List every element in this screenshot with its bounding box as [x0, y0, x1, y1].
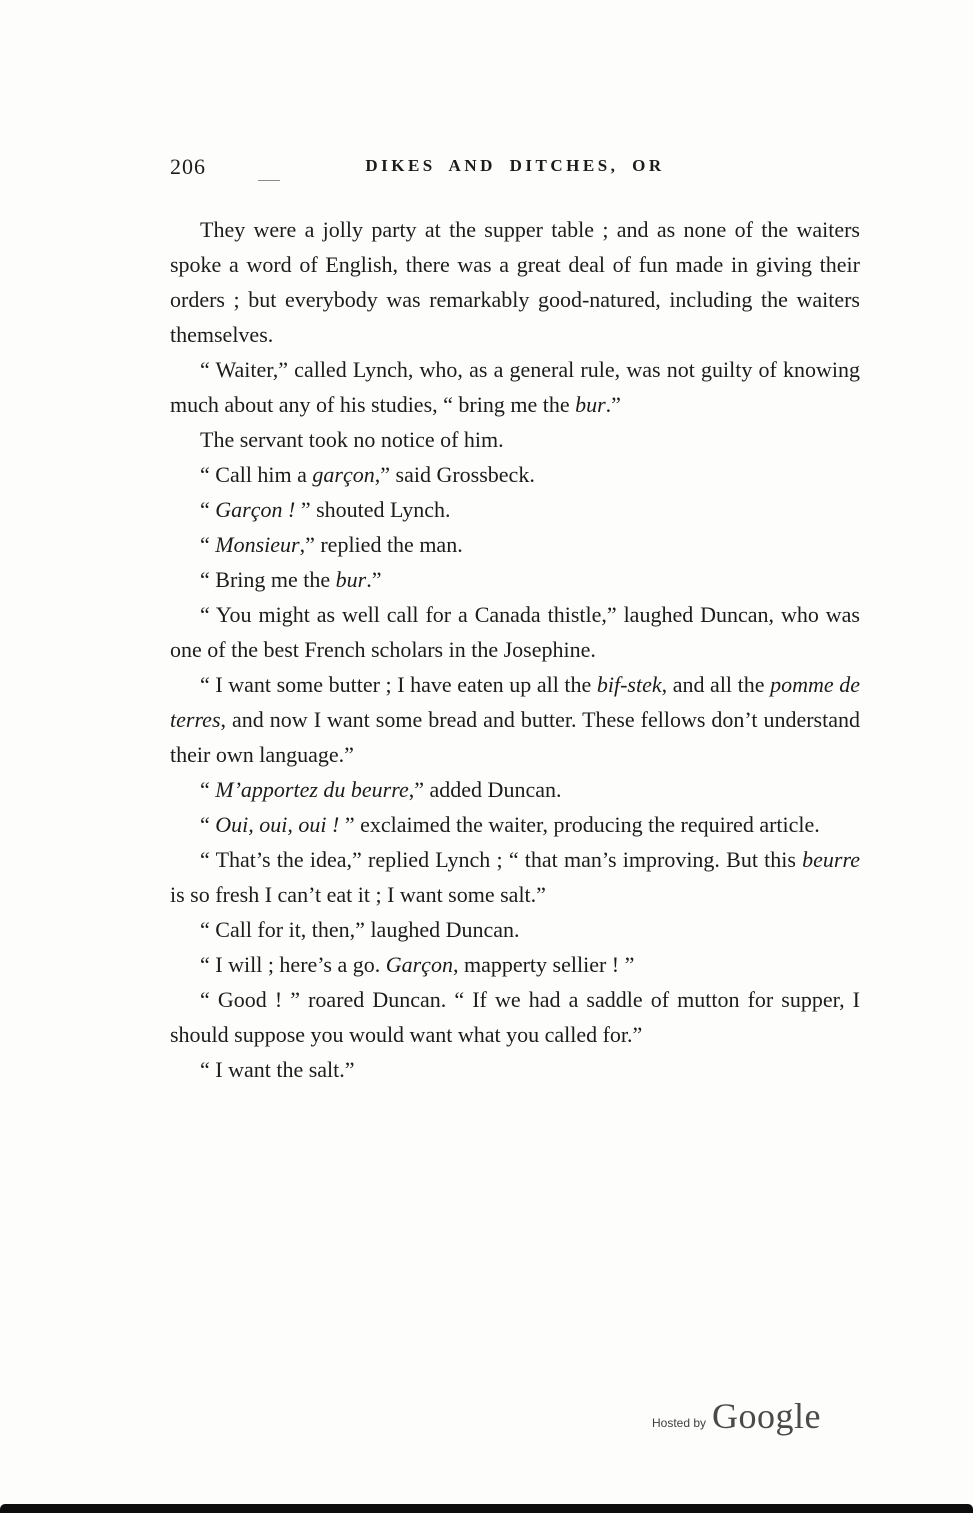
paragraph: [170, 842, 860, 912]
italic-text: bur: [575, 392, 606, 417]
italic-text: bur: [335, 567, 367, 592]
text-segment: is so fresh I can’t eat it ; I want some salt.”: [170, 882, 546, 907]
text-segment: “ Waiter,” called Lynch, who, as a general rule, was not guilty of knowing much about any of his studies, “ bring me the: [170, 357, 860, 417]
text-segment: “ Bring me the: [200, 567, 336, 592]
text-segment: “: [200, 532, 216, 557]
italic-text: Garçon: [385, 952, 453, 977]
italic-text: beurre: [802, 847, 860, 872]
google-logo: Google: [712, 1396, 821, 1436]
body-text: [170, 212, 860, 1087]
running-title: DIKES AND DITCHES, OR: [365, 156, 665, 175]
paragraph: [170, 667, 860, 772]
paragraph: [170, 422, 860, 457]
italic-text: Garçon !: [215, 497, 296, 522]
paragraph: [170, 982, 860, 1052]
text-segment: .”: [366, 567, 382, 592]
scan-artifact-mark: [258, 180, 280, 181]
paragraph: [170, 562, 860, 597]
italic-text: Oui, oui, oui !: [215, 812, 340, 837]
italic-text: garçon: [312, 462, 375, 487]
text-segment: “: [200, 497, 216, 522]
scan-footer: [652, 1395, 821, 1437]
paragraph: [170, 1052, 860, 1087]
text-segment: “ I want some butter ; I have eaten up all the: [200, 672, 597, 697]
text-segment: “ That’s the idea,” replied Lynch ; “ that man’s improving. But this: [200, 847, 803, 872]
text-segment: .”: [605, 392, 621, 417]
paragraph: [170, 212, 860, 352]
paragraph: [170, 807, 860, 842]
text-segment: , and all the: [661, 672, 771, 697]
text-segment: “ Call him a: [200, 462, 313, 487]
text-segment: , and now I want some bread and butter. These fellows don’t understand their own language.”: [170, 707, 860, 767]
text-segment: “: [200, 812, 216, 837]
text-segment: , mapperty sellier ! ”: [452, 952, 635, 977]
paragraph: [170, 912, 860, 947]
italic-text: bif-stek: [596, 672, 662, 697]
paragraph: [170, 947, 860, 982]
scan-bottom-edge: [0, 1504, 973, 1513]
italic-text: M’apportez du beurre: [215, 777, 409, 802]
text-segment: ,” said Grossbeck.: [374, 462, 535, 487]
paragraph: [170, 352, 860, 422]
text-segment: “ Good ! ” roared Duncan. “ If we had a saddle of mutton for supper, I should suppose you would want what you called for.”: [170, 987, 860, 1047]
text-segment: ,” added Duncan.: [408, 777, 562, 802]
text-segment: They were a jolly party at the supper table ; and as none of the waiters spoke a word of English, there was a great deal of fun made in giving their orders ; but everybody was remarkably good-natured, including the waiters themselves.: [170, 217, 860, 347]
paragraph: [170, 772, 860, 807]
text-segment: “ Call for it, then,” laughed Duncan.: [200, 917, 520, 942]
text-segment: “ You might as well call for a Canada thistle,” laughed Duncan, who was one of the best French scholars in the Josephine.: [170, 602, 860, 662]
text-segment: “: [200, 777, 216, 802]
text-segment: ” exclaimed the waiter, producing the required article.: [339, 812, 820, 837]
italic-text: pomme de terres: [170, 672, 860, 732]
italic-text: Monsieur: [215, 532, 300, 557]
text-segment: The servant took no notice of him.: [200, 427, 504, 452]
hosted-by-label: Hosted by: [651, 1416, 707, 1430]
paragraph: [170, 527, 860, 562]
text-segment: “ I will ; here’s a go.: [200, 952, 386, 977]
paragraph: [170, 457, 860, 492]
page-number: 206: [170, 154, 206, 179]
text-segment: ” shouted Lynch.: [295, 497, 451, 522]
paragraph: [170, 492, 860, 527]
text-segment: ,” replied the man.: [299, 532, 463, 557]
page-header: [170, 152, 860, 184]
paragraph: [170, 597, 860, 667]
text-segment: “ I want the salt.”: [200, 1057, 355, 1082]
